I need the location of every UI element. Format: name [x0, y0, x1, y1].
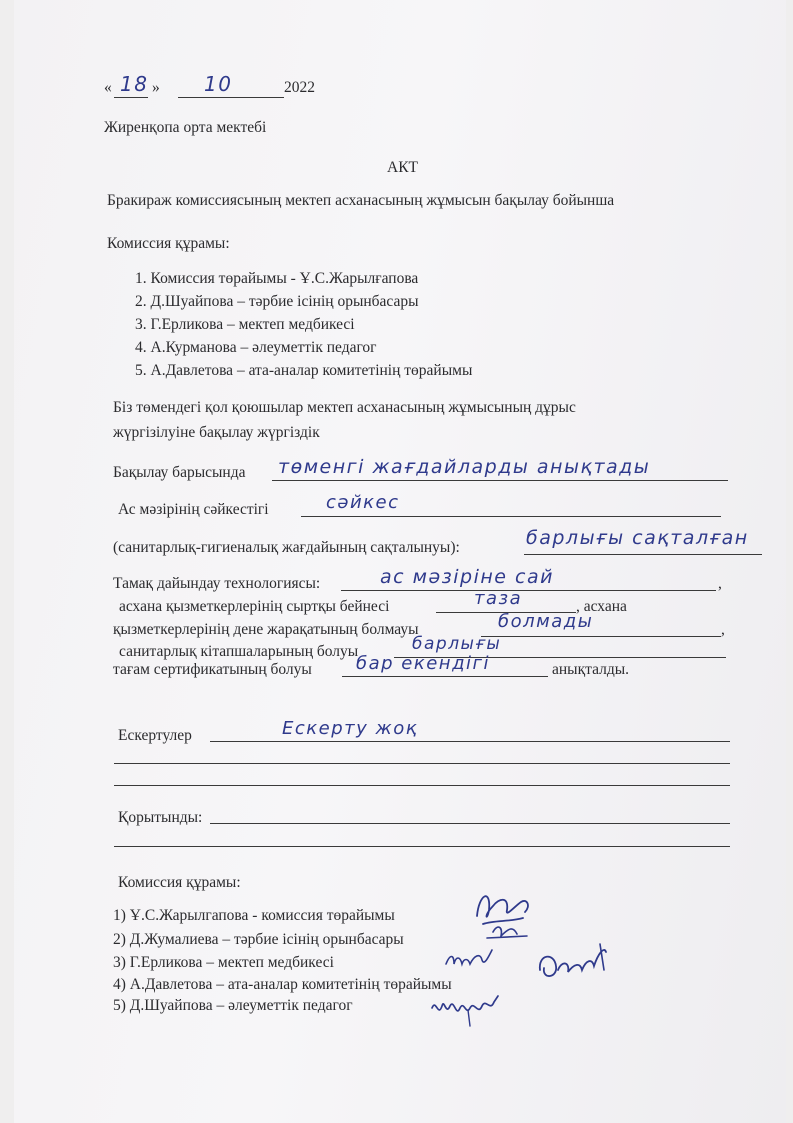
signature-5 — [428, 992, 502, 1030]
conclusion-line2 — [114, 846, 730, 847]
signers-heading: Комиссия құрамы: — [118, 874, 241, 891]
sanitary-handwriting: барлығы сақталған — [526, 527, 749, 549]
menu-handwriting: сәйкес — [326, 492, 400, 513]
injury-handwriting: болмады — [498, 611, 594, 632]
document-page: ⠀ « 18 » 10 2022 Жиренқопа орта мектебі АКТ Бракираж комиссиясының мектеп асханасының жұмысын бақылау бойынша Комиссия құрамы: 1. Комиссия төрайымы - Ұ.С.Жарылғапова 2. Д.Шуайпова – тәрбие ісінің орынбасары 3. Г.Ерликова – мектеп медбикесі 4. А.Курманова – әлеуметтік педагог 5. А.Давлетова – ата-аналар комитетінің төрайымы Біз төмендегі қол қоюшылар мектеп асханасының жұмысының дұрыс жүргізілуіне бақылау жүргіздік Бақылау барысында төменгі жағдайларды анықтады Ас мәзірінің сәйкестігі сәйкес (санитарлық-гигиеналық жағдайының сақталынуы): барлығы сақталған Тамақ дайындау технологиясы: ас мәзіріне сай , асхана қызметкерлерінің сыртқы бейнесі таза , асхана қызметкерлерінің дене жарақатының болмауы болмады , санитарлық кітапшаларының болуы барлығы тағам сертификатының болуы бар екендігі анықталды. Ескертулер Ескерту жоқ Қорытынды: Комиссия құрамы: 1) Ұ.С.Жарылгапова - комиссия төрайымы 2) Д.Жумалиева – тәрбие ісінің орынбасары 3) Г.Ерликова – мектеп медбикесі 4) А.Давлетова – ата-аналар комитетінің төрайымы 5) Д.Шуайпова – әлеуметтік педагог — [14, 0, 786, 1123]
injury-line — [481, 636, 721, 637]
signature-3 — [442, 946, 496, 974]
remarks-line1 — [210, 741, 730, 742]
date-year: 2022 — [284, 79, 315, 96]
observation-line — [272, 480, 728, 481]
date-month: 10 — [204, 72, 233, 96]
cert-label: тағам сертификатының болуы — [113, 661, 312, 678]
remarks-line2 — [114, 763, 730, 764]
document-title: АКТ — [387, 159, 418, 176]
date-close-quote: » — [152, 79, 160, 96]
commission-member: 5. А.Давлетова – ата-аналар комитетінің төрайымы — [135, 362, 473, 379]
cert-line — [342, 676, 548, 677]
tech-label: Тамақ дайындау технологиясы: — [113, 575, 321, 592]
signer-item: 1) Ұ.С.Жарылгапова - комиссия төрайымы — [113, 907, 395, 924]
cert-handwriting: бар екендігі — [356, 653, 490, 674]
signature-1 — [469, 876, 541, 948]
menu-label: Ас мәзірінің сәйкестігі — [118, 501, 269, 518]
intro-text-line1: Біз төмендегі қол қоюшылар мектеп асханасының жұмысының дұрыс — [113, 399, 576, 416]
appearance-label: асхана қызметкерлерінің сыртқы бейнесі — [119, 598, 390, 615]
remarks-handwriting: Ескерту жоқ — [282, 718, 419, 739]
signer-item: 4) А.Давлетова – ата-аналар комитетінің төрайымы — [113, 976, 452, 993]
date-month-line — [178, 97, 284, 98]
conclusion-line1 — [210, 823, 730, 824]
appearance-end: , асхана — [576, 598, 627, 615]
school-name: Жиренқопа орта мектебі — [104, 119, 267, 136]
books-label: санитарлық кітапшаларының болуы — [119, 643, 359, 660]
signature-4 — [534, 940, 612, 990]
date-day-line — [114, 97, 148, 98]
intro-text-line2: жүргізілуіне бақылау жүргіздік — [113, 424, 320, 441]
menu-line — [301, 516, 721, 517]
books-handwriting: барлығы — [412, 634, 502, 654]
observation-label: Бақылау барысында — [113, 464, 246, 481]
observation-handwriting: төменгі жағдайларды анықтады — [278, 456, 651, 478]
signer-item: 3) Г.Ерликова – мектеп медбикесі — [113, 954, 334, 971]
tech-end: , — [718, 575, 722, 592]
injury-label: қызметкерлерінің дене жарақатының болмауы — [113, 621, 419, 638]
date-open-quote: « — [104, 79, 112, 96]
date-day: 18 — [120, 72, 149, 96]
sanitary-line — [524, 554, 762, 555]
remarks-line3 — [114, 785, 730, 786]
sanitary-label: (санитарлық-гигиеналық жағдайының сақталынуы): — [113, 539, 460, 556]
signer-item: 2) Д.Жумалиева – тәрбие ісінің орынбасары — [113, 931, 404, 948]
commission-member: 1. Комиссия төрайымы - Ұ.С.Жарылғапова — [135, 270, 419, 287]
appearance-handwriting: таза — [474, 588, 523, 609]
conclusion-label: Қорытынды: — [118, 809, 203, 826]
commission-member: 2. Д.Шуайпова – тәрбие ісінің орынбасары — [135, 293, 419, 310]
tech-line — [341, 590, 716, 591]
commission-heading: Комиссия құрамы: — [107, 235, 230, 252]
commission-member: 3. Г.Ерликова – мектеп медбикесі — [135, 316, 355, 333]
commission-member: 4. А.Курманова – әлеуметтік педагог — [135, 339, 377, 356]
signer-item: 5) Д.Шуайпова – әлеуметтік педагог — [113, 997, 353, 1014]
tech-handwriting: ас мәзіріне сай — [380, 566, 554, 588]
cert-end: анықталды. — [552, 661, 630, 678]
remarks-label: Ескертулер — [118, 727, 192, 744]
document-subject: Бракираж комиссиясының мектеп асханасының жұмысын бақылау бойынша — [107, 192, 615, 209]
injury-end: , — [721, 621, 725, 638]
